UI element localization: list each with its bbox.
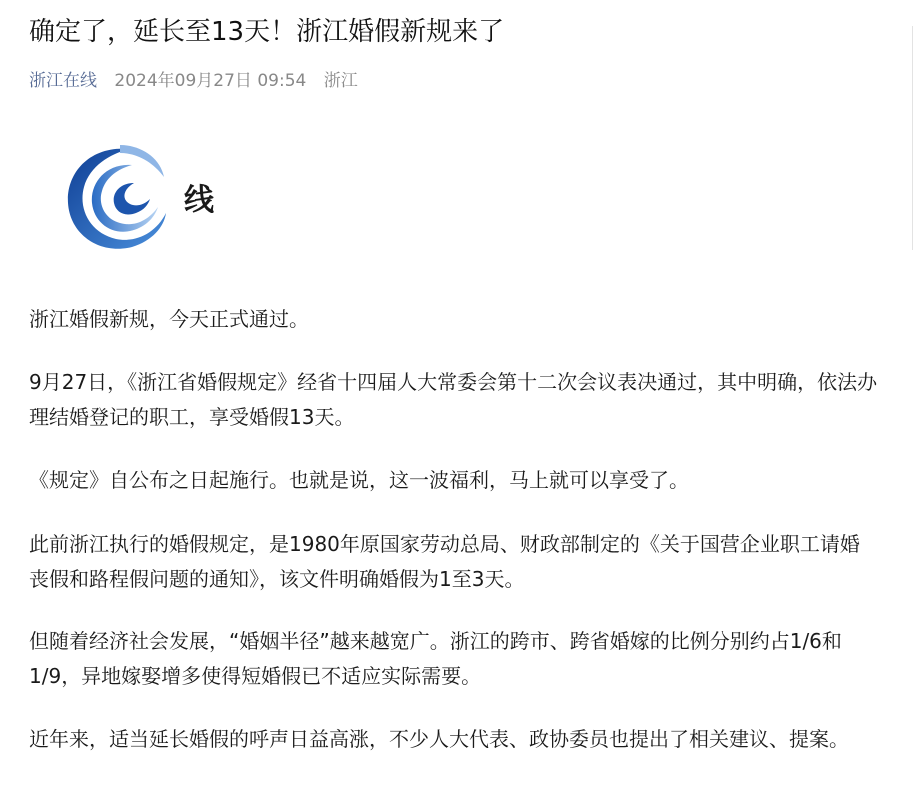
zhejiang-online-logo-icon (60, 143, 170, 255)
article-title: 确定了，延长至13天！浙江婚假新规来了 (29, 17, 505, 47)
paragraph-1: 浙江婚假新规，今天正式通过。 (29, 307, 309, 331)
scrollbar[interactable] (912, 26, 916, 250)
publish-time: 2024年09月27日 09:54 (114, 71, 307, 91)
logo-image (60, 143, 230, 255)
source-link[interactable]: 浙江在线 (29, 71, 97, 91)
logo-text: 线 (184, 183, 214, 218)
location-label: 浙江 (323, 71, 358, 91)
paragraph-3: 《规定》自公布之日起施行。也就是说，这一波福利，马上就可以享受了。 (29, 468, 689, 492)
paragraph-5: 但随着经济社会发展，“婚姻半径”越来越宽广。浙江的跨市、跨省婚嫁的比例分别约占1/6和1/9，异地嫁娶增多使得短婚假已不适应实际需要。 (29, 629, 842, 688)
paragraph-4: 此前浙江执行的婚假规定，是1980年原国家劳动总局、财政部制定的《关于国营企业职工请婚丧假和路程假问题的通知》，该文件明确婚假为1至3天。 (29, 532, 860, 591)
paragraph-6: 近年来，适当延长婚假的呼声日益高涨，不少人大代表、政协委员也提出了相关建议、提案。 (29, 727, 849, 751)
article-meta (29, 69, 358, 93)
paragraph-2: 9月27日，《浙江省婚假规定》经省十四届人大常委会第十二次会议表决通过，其中明确，依法办理结婚登记的职工，享受婚假13天。 (29, 370, 878, 429)
